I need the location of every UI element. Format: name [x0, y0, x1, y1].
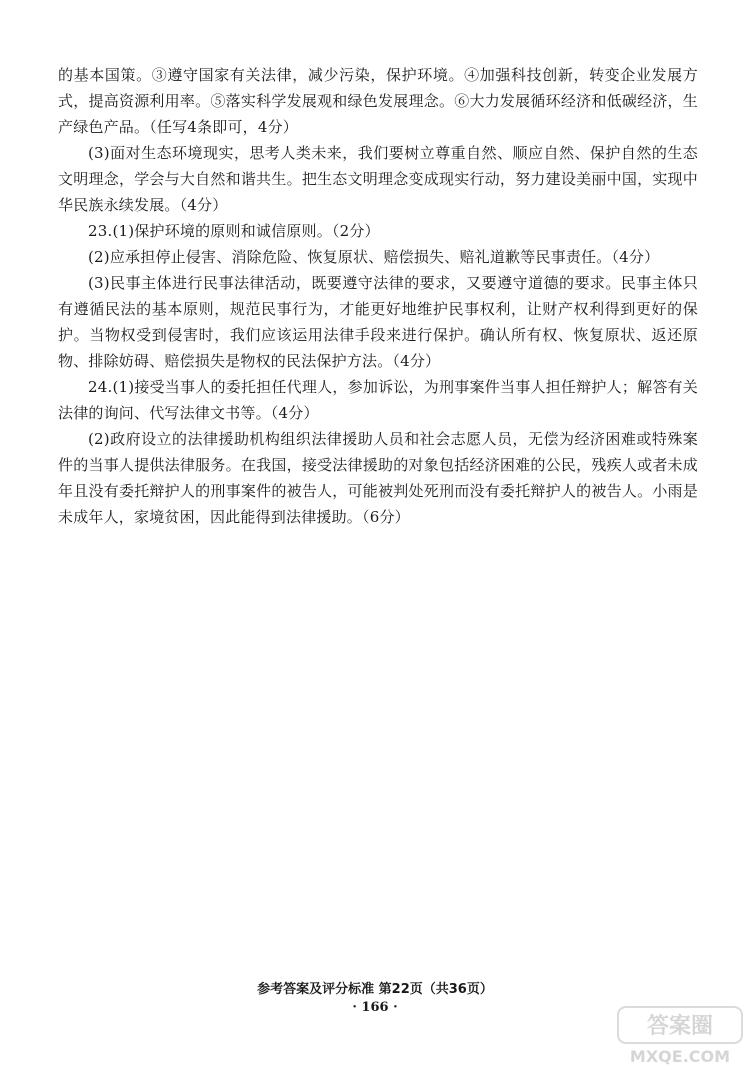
paragraph-3: 23.(1)保护环境的原则和诚信原则。（2分）: [88, 222, 380, 240]
footer-page-number: · 166 ·: [352, 1000, 398, 1015]
paragraph-4: (2)应承担停止侵害、消除危险、恢复原状、赔偿损失、赔礼道歉等民事责任。（4分）: [88, 248, 660, 266]
paragraph-7: (2)政府设立的法律援助机构组织法律援助人员和社会志愿人员，无偿为经济困难或特殊案件的当事人提供法律服务。在我国，接受法律援助的对象包括经济困难的公民，残疾人或者未成年且没有委托辩护人的刑事案件的被告人，可能被判处死刑而没有委托辩护人的被告人。小雨是未成年人，家境贫困，因此能得到法律援助。（6分）: [58, 430, 698, 526]
watermark-text-top: 答案圈: [646, 1014, 714, 1039]
paragraph-6: 24.(1)接受当事人的委托担任代理人，参加诉讼，为刑事案件当事人担任辩护人；解答有关法律的询问、代写法律文书等。（4分）: [58, 378, 698, 422]
paragraph-2: (3)面对生态环境现实，思考人类未来，我们要树立尊重自然、顺应自然、保护自然的生态文明理念，学会与大自然和谐共生。把生态文明理念变成现实行动，努力建设美丽中国，实现中华民族永续发展。（4分）: [58, 144, 698, 214]
footer-title: 参考答案及评分标准 第22页（共36页）: [257, 982, 493, 997]
paragraph-1: 的基本国策。③遵守国家有关法律，减少污染，保护环境。④加强科技创新，转变企业发展方式，提高资源利用率。⑤落实科学发展观和绿色发展理念。⑥大力发展循环经济和低碳经济，生产绿色产品。（任写4条即可，4分）: [58, 66, 698, 136]
watermark-text-bottom: MXQE.COM: [629, 1047, 731, 1066]
answer-content: [58, 62, 698, 530]
paragraph-5: (3)民事主体进行民事法律活动，既要遵守法律的要求，又要遵守道德的要求。民事主体只有遵循民法的基本原则，规范民事行为，才能更好地维护民事权利，让财产权利得到更好的保护。当物权受到侵害时，我们应该运用法律手段来进行保护。确认所有权、恢复原状、返还原物、排除妨碍、赔偿损失是物权的民法保护方法。（4分）: [58, 274, 698, 370]
watermark-logo: [616, 1005, 744, 1067]
